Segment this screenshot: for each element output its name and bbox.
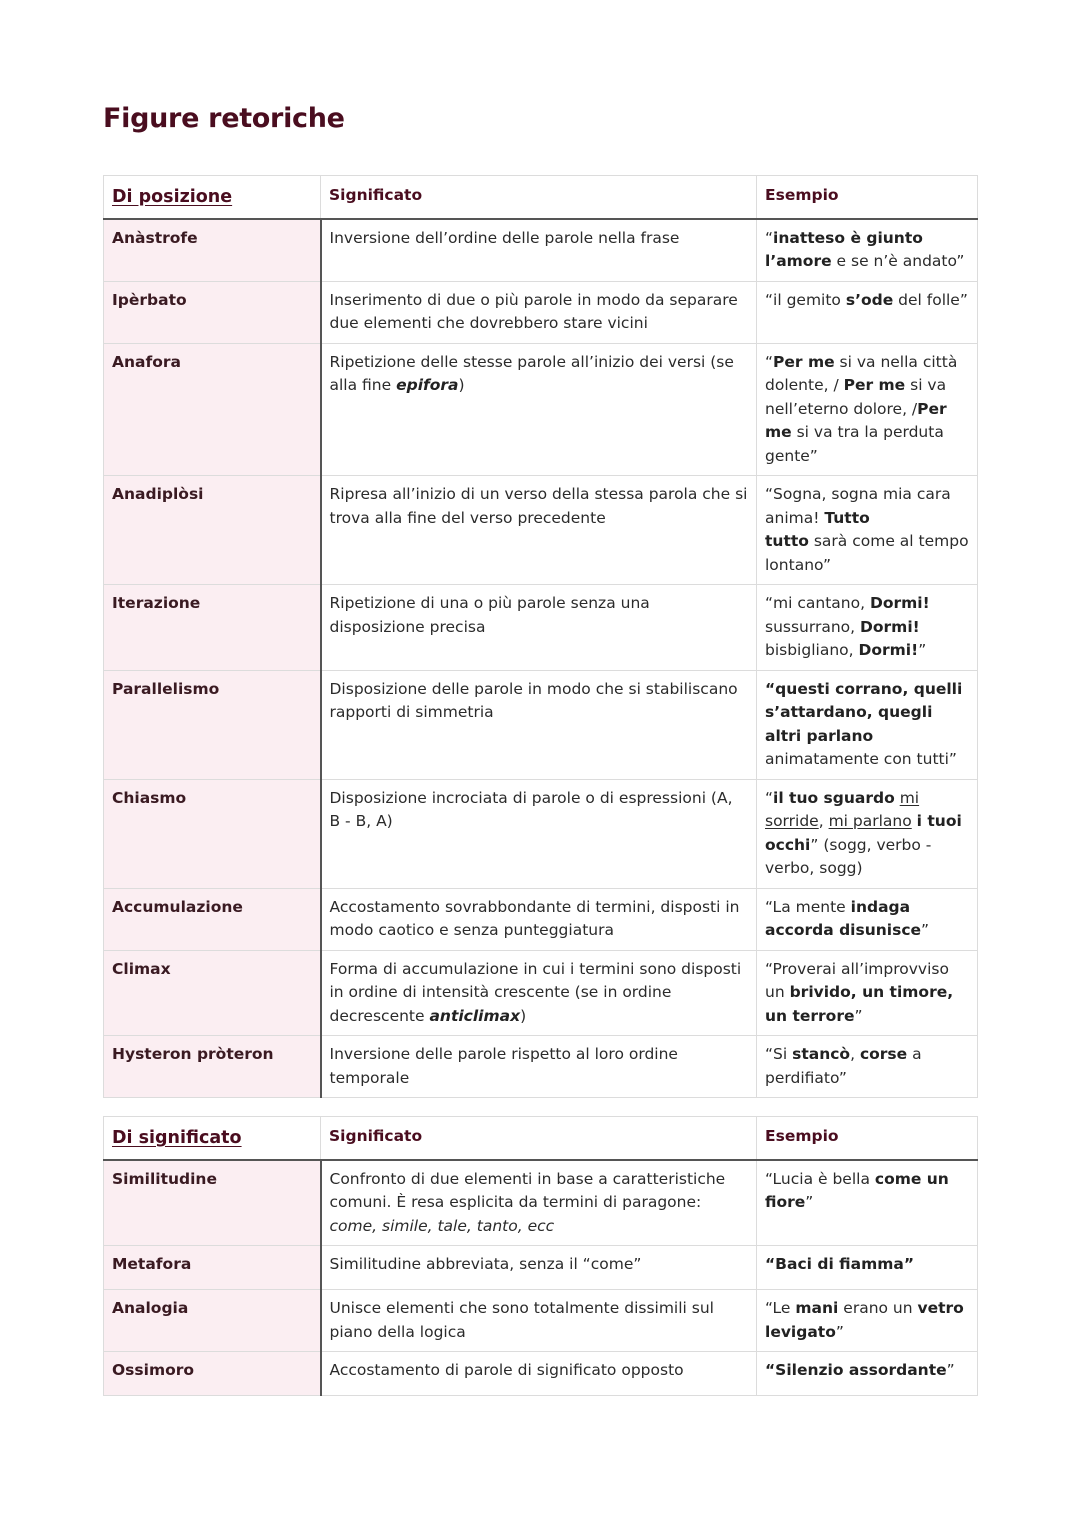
table-row [104,219,978,282]
example-header: Esempio [757,176,978,219]
table-row [104,1246,978,1290]
figure-term: Ossimoro [104,1352,321,1396]
figure-term: Chiasmo [104,779,321,888]
figure-meaning: Confronto di due elementi in base a caratteristiche comuni. È resa esplicita da termini di paragone: come, simile, tale, tanto, ecc [321,1160,757,1246]
figure-example: “La mente indaga accorda disunisce” [757,888,978,950]
figure-meaning: Inserimento di due o più parole in modo da separare due elementi che dovrebbero stare vicini [321,281,757,343]
figure-term: Anafora [104,343,321,476]
table-row [104,1160,978,1246]
table-row [104,281,978,343]
category-header: Di significato [104,1117,321,1160]
page-title: Figure retoriche [103,103,345,134]
figure-term: Climax [104,950,321,1036]
figure-example: “Baci di fiamma” [757,1246,978,1290]
table-row [104,779,978,888]
example-header: Esempio [757,1117,978,1160]
figure-meaning: Disposizione delle parole in modo che si stabiliscano rapporti di simmetria [321,670,757,779]
table-row [104,670,978,779]
figure-term: Ipèrbato [104,281,321,343]
figure-meaning: Ripresa all’inizio di un verso della stessa parola che si trova alla fine del verso precedente [321,476,757,585]
figure-meaning: Forma di accumulazione in cui i termini sono disposti in ordine di intensità crescente (se in ordine decrescente anticlimax) [321,950,757,1036]
figure-term: Metafora [104,1246,321,1290]
figure-example: “Sogna, sogna mia cara anima! Tutto tutto sarà come al tempo lontano” [757,476,978,585]
figure-example: “il tuo sguardo mi sorride, mi parlano i tuoi occhi” (sogg, verbo - verbo, sogg) [757,779,978,888]
figure-example: “Proverai all’improvviso un brivido, un timore, un terrore” [757,950,978,1036]
table-row [104,950,978,1036]
table-row [104,1036,978,1098]
figure-term: Parallelismo [104,670,321,779]
figure-term: Anadiplòsi [104,476,321,585]
figure-meaning: Inversione dell’ordine delle parole nella frase [321,219,757,282]
figure-term: Accumulazione [104,888,321,950]
figure-meaning: Similitudine abbreviata, senza il “come” [321,1246,757,1290]
figure-meaning: Ripetizione delle stesse parole all’inizio dei versi (se alla fine epifora) [321,343,757,476]
figure-example: “Silenzio assordante” [757,1352,978,1396]
figure-example: “Lucia è bella come un fiore” [757,1160,978,1246]
table-row [104,1352,978,1396]
figure-term: Analogia [104,1290,321,1352]
figure-meaning: Ripetizione di una o più parole senza una disposizione precisa [321,585,757,671]
figure-example: “Per me si va nella città dolente, / Per me si va nell’eterno dolore, /Per me si va tra la perduta gente” [757,343,978,476]
table-row [104,476,978,585]
meaning-header: Significato [321,176,757,219]
category-header: Di posizione [104,176,321,219]
figure-term: Similitudine [104,1160,321,1246]
table-row [104,1290,978,1352]
meaning-header: Significato [321,1117,757,1160]
figure-example: “questi corrano, quelli s’attardano, quegli altri parlano animatamente con tutti” [757,670,978,779]
figure-example: “inatteso è giunto l’amore e se n’è andato” [757,219,978,282]
figures-table-meaning [103,1116,978,1396]
figure-term: Anàstrofe [104,219,321,282]
figure-meaning: Accostamento di parole di significato opposto [321,1352,757,1396]
table-header-row [104,1117,978,1160]
table-row [104,888,978,950]
figure-meaning: Unisce elementi che sono totalmente dissimili sul piano della logica [321,1290,757,1352]
figure-meaning: Accostamento sovrabbondante di termini, disposti in modo caotico e senza punteggiatura [321,888,757,950]
figure-term: Iterazione [104,585,321,671]
table-header-row [104,176,978,219]
figure-example: “mi cantano, Dormi! sussurrano, Dormi! bisbigliano, Dormi!” [757,585,978,671]
table-row [104,343,978,476]
table-row [104,585,978,671]
figure-meaning: Disposizione incrociata di parole o di espressioni (A, B - B, A) [321,779,757,888]
figures-table-position [103,175,978,1098]
figure-meaning: Inversione delle parole rispetto al loro ordine temporale [321,1036,757,1098]
figure-term: Hysteron pròteron [104,1036,321,1098]
figure-example: “il gemito s’ode del folle” [757,281,978,343]
figure-example: “Si stancò, corse a perdifiato” [757,1036,978,1098]
figure-example: “Le mani erano un vetro levigato” [757,1290,978,1352]
